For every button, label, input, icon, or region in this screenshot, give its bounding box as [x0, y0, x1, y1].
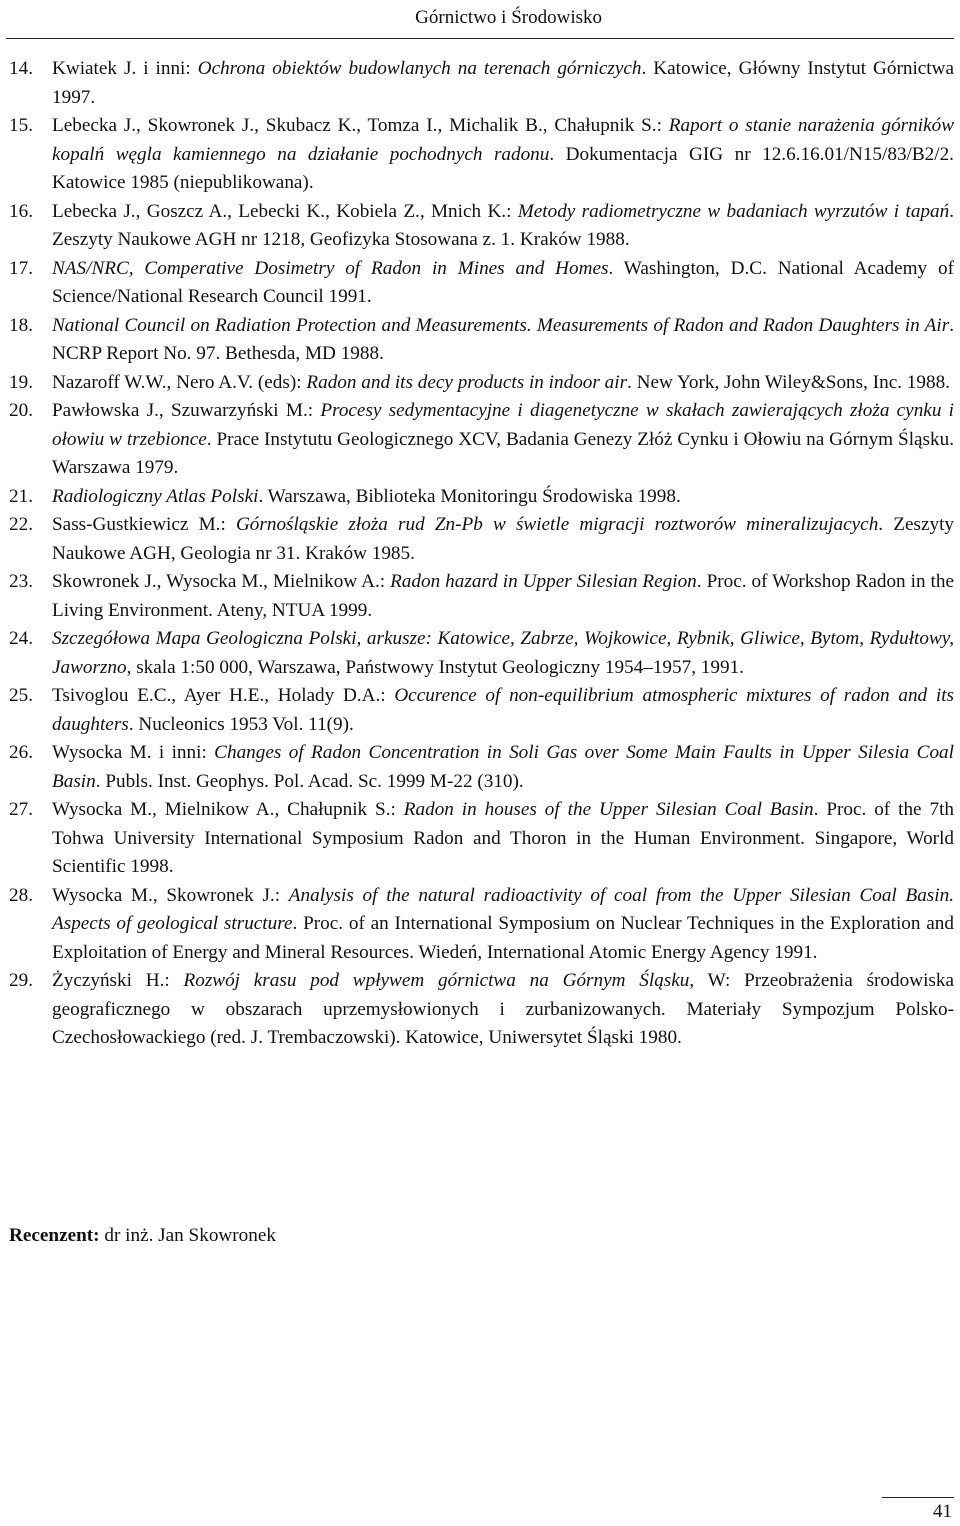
reference-number: 27.: [9, 799, 33, 820]
reference-details: , skala 1:50 000, Warszawa, Państwowy Instytut Geologiczny 1954–1957, 1991.: [126, 656, 744, 678]
reference-number: 20.: [9, 400, 33, 421]
reference-details: . Zeszyty Naukowe AGH nr 1218, Geofizyka Stosowana z. 1. Kraków 1988.: [52, 200, 954, 250]
reference-title: Szczegółowa Mapa Geologiczna Polski, arkusze: Katowice, Zabrze, Wojkowice, Rybnik, Gliwice, Bytom, Rydułtowy, Jaworzno: [52, 628, 954, 678]
reference-title: National Council on Radiation Protection and Measurements. Measurements of Radon and Radon Daughters in Air: [52, 314, 950, 336]
reference-title: Metody radiometryczne w badaniach wyrzutów i tapań: [517, 200, 950, 222]
reference-details: . Proc. of an International Symposium on Nuclear Techniques in the Exploration and Exploitation of Energy and Mineral Resources. Wiedeń, International Atomic Energy Agency 1991.: [52, 913, 954, 963]
header-rule: [6, 38, 954, 39]
reference-number: 25.: [9, 685, 33, 706]
reference-list: [0, 55, 954, 1053]
reference-authors: Wysocka M., Skowronek J.:: [52, 884, 289, 906]
reference-title: Radiologiczny Atlas Polski: [52, 485, 259, 507]
reference-title: Ochrona obiektów budowlanych na terenach górniczych: [197, 58, 642, 79]
reference-details: . Prace Instytutu Geologicznego XCV, Badania Genezy Złóż Cynku i Ołowiu na Górnym Śląsku. Warszawa 1979.: [52, 428, 954, 478]
reference-number: 23.: [9, 571, 33, 592]
page-number: 41: [933, 1501, 952, 1522]
reference-authors: Lebecka J., Goszcz A., Lebecki K., Kobiela Z., Mnich K.:: [52, 200, 518, 222]
reference-item: [0, 511, 954, 568]
reference-item: [0, 568, 954, 625]
reference-title: Radon hazard in Upper Silesian Region: [390, 571, 697, 592]
reference-item: [0, 112, 954, 198]
reference-title: Changes of Radon Concentration in Soli Gas over Some Main Faults in Upper Silesia Coal Basin: [52, 742, 954, 792]
reviewer-line: [9, 1222, 276, 1250]
reference-details: . Proc. of the 7th Tohwa University International Symposium Radon and Thoron in the Human Environment. Singapore, World Scientific 1998.: [52, 799, 954, 877]
reference-item: [0, 312, 954, 369]
reference-number: 18.: [9, 314, 33, 336]
reference-item: [0, 625, 954, 682]
reference-details: . Nucleonics 1953 Vol. 11(9).: [128, 713, 354, 735]
reference-details: , W: Przeobrażenia środowiska geograficznego w obszarach uprzemysłowionych i zurbanizowanych. Materiały Sympozjum Polsko-Czechosłowackiego (red. J. Trembaczowski). Katowice, Uniwersytet Śląski 1980.: [52, 970, 954, 1048]
reference-details: . Washington, D.C. National Academy of Science/National Research Council 1991.: [52, 257, 955, 307]
reference-title: Analysis of the natural radioactivity of coal from the Upper Silesian Coal Basin. Aspects of geological structure: [52, 884, 954, 934]
reference-number: 29.: [9, 970, 33, 991]
reference-item: [0, 483, 954, 512]
reference-details: . Zeszyty Naukowe AGH, Geologia nr 31. Kraków 1985.: [52, 514, 954, 564]
reference-title: Radon and its decy products in indoor air: [306, 371, 628, 393]
running-header: Górnictwo i Środowisko: [415, 7, 602, 28]
reference-authors: Tsivoglou E.C., Ayer H.E., Holady D.A.:: [52, 685, 395, 706]
reference-number: 26.: [9, 742, 33, 763]
reference-details: . New York, John Wiley&Sons, Inc. 1988.: [627, 371, 950, 393]
reference-item: [0, 369, 954, 398]
reference-number: 19.: [9, 371, 33, 393]
reference-authors: Wysocka M. i inni:: [52, 742, 215, 763]
reference-item: [0, 682, 954, 739]
reference-number: 28.: [9, 884, 33, 906]
reference-details: . Dokumentacja GIG nr 12.6.16.01/N15/83/B2/2. Katowice 1985 (niepublikowana).: [52, 143, 954, 193]
reference-details: . Proc. of Workshop Radon in the Living Environment. Ateny, NTUA 1999.: [52, 571, 954, 621]
reference-title: Górnośląskie złoża rud Zn-Pb w świetle migracji roztworów mineralizujacych: [235, 514, 879, 535]
reference-authors: Sass-Gustkiewicz M.:: [52, 514, 236, 535]
reference-details: . Katowice, Główny Instytut Górnictwa 1997.: [52, 58, 954, 108]
reference-item: [0, 198, 954, 255]
reference-authors: Wysocka M., Mielnikow A., Chałupnik S.:: [52, 799, 404, 820]
reference-authors: Skowronek J., Wysocka M., Mielnikow A.:: [52, 571, 391, 592]
reference-item: [0, 397, 954, 483]
reference-item: [0, 882, 954, 968]
reference-item: [0, 739, 954, 796]
reference-number: 21.: [9, 485, 33, 507]
reference-item: [0, 55, 954, 112]
reference-authors: Kwiatek J. i inni:: [52, 58, 198, 79]
reference-item: [0, 255, 954, 312]
reviewer-label: Recenzent:: [9, 1225, 100, 1246]
reference-number: 15.: [9, 115, 33, 136]
reviewer-name: dr inż. Jan Skowronek: [99, 1225, 276, 1246]
reference-details: . Warszawa, Biblioteka Monitoringu Środowiska 1998.: [258, 485, 681, 507]
reference-title: NAS/NRC, Comperative Dosimetry of Radon in Mines and Homes: [52, 257, 609, 279]
reference-authors: Nazaroff W.W., Nero A.V. (eds):: [52, 371, 307, 393]
reference-item: [0, 967, 954, 1053]
reference-number: 24.: [9, 628, 33, 649]
reference-title: Procesy sedymentacyjne i diagenetyczne w skałach zawierających złoża cynku i ołowiu w trzebionce: [52, 400, 954, 450]
reference-authors: Lebecka J., Skowronek J., Skubacz K., Tomza I., Michalik B., Chałupnik S.:: [52, 115, 669, 136]
footer-rule: [882, 1497, 954, 1498]
reference-number: 22.: [9, 514, 33, 535]
reference-authors: Życzyński H.:: [52, 970, 184, 991]
reference-title: Raport o stanie narażenia górników kopalń węgla kamiennego na działanie pochodnych radonu: [52, 115, 954, 165]
reference-details: . Publs. Inst. Geophys. Pol. Acad. Sc. 1999 M-22 (310).: [95, 770, 524, 792]
reference-details: . NCRP Report No. 97. Bethesda, MD 1988.: [52, 314, 954, 364]
reference-authors: Pawłowska J., Szuwarzyński M.:: [52, 400, 321, 421]
reference-number: 16.: [9, 200, 33, 222]
reference-title: Radon in houses of the Upper Silesian Coal Basin: [403, 799, 814, 820]
reference-title: Occurence of non-equilibrium atmospheric mixtures of radon and its daughters: [52, 685, 954, 735]
reference-number: 17.: [9, 257, 33, 279]
reference-item: [0, 796, 954, 882]
reference-number: 14.: [9, 58, 33, 79]
reference-title: Rozwój krasu pod wpływem górnictwa na Górnym Śląsku: [183, 970, 690, 991]
